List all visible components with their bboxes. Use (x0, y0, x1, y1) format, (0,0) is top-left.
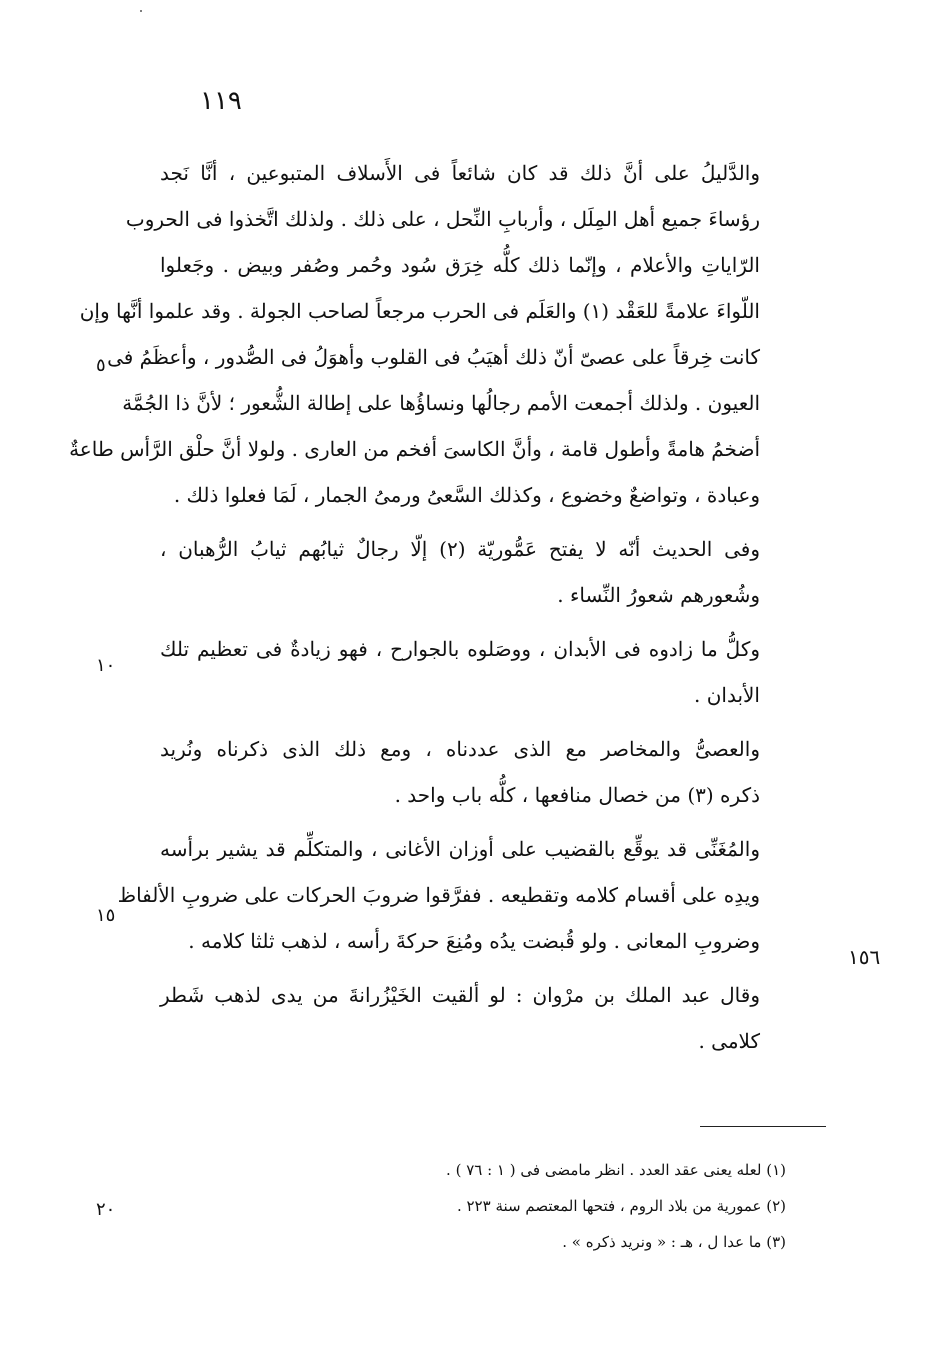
paragraph-gap (160, 718, 760, 726)
text-line: وقال عبد الملك بن مرْوان : لو ألقيت الخَيْزُرانةَ من يدى لذهب شَطر (160, 983, 760, 1007)
text-line: الرّاياتِ والأعلام ، وإنّما ذلك كلُّه خِرَق سُود وحُمر وصُفر وبيض . وجَعلوا (160, 253, 760, 277)
text-line: رؤساءَ جميع أهل المِلَل ، وأربابِ النِّحل ، على ذلك . ولذلك اتَّخذوا فى الحروب (125, 207, 760, 231)
text-line: وشُعورهم شعورُ النِّساء . (557, 583, 760, 607)
paragraph-gap (160, 618, 760, 626)
text-line: كانت خِرقاً على عصىّ أنّ ذلك أهيَبُ فى القلوب وأهوَلُ فى الصُّدور ، وأعظَمُ فى (107, 345, 760, 369)
paragraph-gap (160, 964, 760, 972)
footnote-separator (700, 1126, 826, 1127)
text-line: اللّواءَ علامةً للعَقْد (١) والعَلَم فى الحرب مرجعاً لصاحب الجولة . وقد علموا أنَّها وإن (79, 299, 760, 323)
text-line: وكلُّ ما زادوه فى الأبدان ، ووصَلوه بالجوارح ، فهو زيادةٌ فى تعظيم تلك (160, 637, 760, 661)
line-count-marker-15: ١٥ (96, 905, 116, 926)
line-count-marker-10: ١٠ (96, 655, 116, 676)
line-count-marker-5: ٥ (96, 355, 106, 376)
footnote: (٢) عمورية من بلاد الروم ، فتحها المعتصم سنة ٢٢٣ . (456, 1197, 786, 1215)
edition-page-reference: ١٥٦ (848, 945, 881, 969)
page-number: ١١٩ (200, 86, 242, 116)
text-line: ذكره (٣) من خصال منافعها ، كلُّه باب واحد . (394, 783, 760, 807)
text-line: ويدِه على أقسام كلامه وتقطيعه . ففرَّقوا ضروبَ الحركات على ضروبِ الألفاظ (117, 883, 760, 907)
text-line: وعبادة ، وتواضعٌ وخضوع ، وكذلك السَّعىُ ورمىُ الجمار ، لَمَا فعلوا ذلك . (173, 483, 760, 507)
line-count-marker-20: ٢٠ (96, 1199, 116, 1220)
text-line: كلامى . (698, 1029, 760, 1053)
paragraph-gap (160, 818, 760, 826)
text-line: والعصىُّ والمخاصر مع الذى عددناه ، ومع ذلك الذى ذكرناه ونُريد (160, 737, 760, 761)
footnote: (٣) ما عدا ل ، هـ : « ونريد ذكره » . (562, 1233, 786, 1251)
text-line: أضخمُ هامةً وأطول قامة ، وأنَّ الكاسىَ أفخم من العارى . ولولا أنَّ حلْق الرَّأس طاعةٌ (69, 437, 760, 461)
paragraph-gap (160, 518, 760, 526)
page-speck (140, 10, 142, 12)
text-line: والمُغَنِّى قد يوقِّع بالقضيب على أوزان الأغانى ، والمتكلِّم قد يشير برأسه (160, 837, 760, 861)
text-line: الأبدان . (694, 683, 760, 707)
text-line: وضروبِ المعانى . ولو قُبضت يدُه ومُنِعَ حركةَ رأسه ، لذهب ثلثا كلامه . (188, 929, 760, 953)
footnote: (١) لعله يعنى عقد العدد . انظر مامضى فى ( ١ : ٧٦ ) . (446, 1161, 786, 1179)
footnotes (300, 1152, 786, 1260)
text-line: وفى الحديث أنّه لا يفتح عَمُّوريّة (٢) إلّا رجالٌ ثيابُهم ثيابُ الرُّهبان ، (160, 537, 760, 561)
text-line: العيون . ولذلك أجمعت الأمم رجالُها ونساؤُها على إطالة الشُّعور ؛ لأنَّ ذا الجُمَّة (122, 391, 760, 415)
text-line: والدَّليلُ على أنَّ ذلك قد كان شائعاً فى الأَسلاف المتبوعين ، أنَّا نَجد (160, 161, 760, 185)
